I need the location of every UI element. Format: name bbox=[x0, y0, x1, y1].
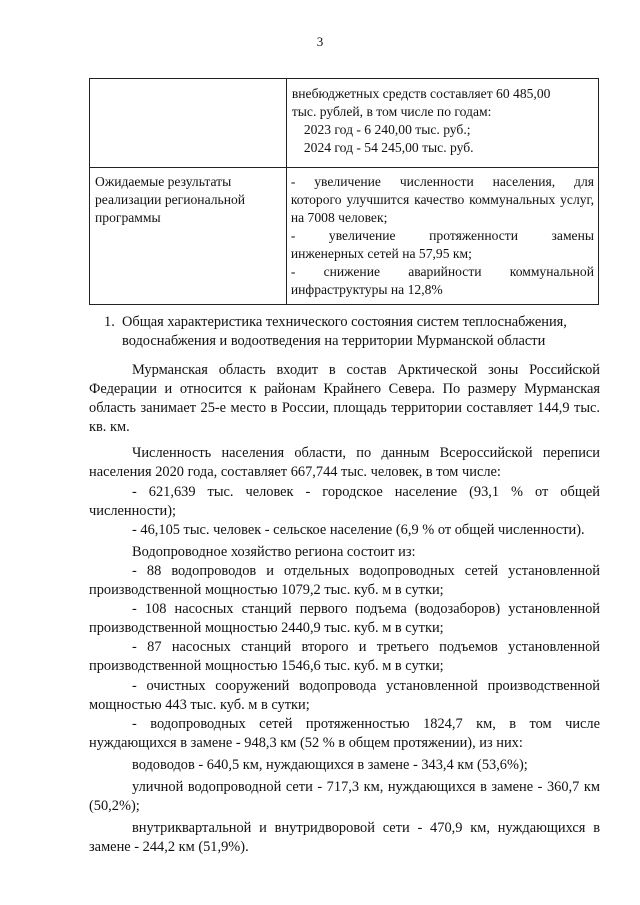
body-text bbox=[89, 361, 600, 857]
section-heading bbox=[104, 313, 604, 351]
result-item-rest: которого улучшится качество коммунальных услуг, на 7008 человек; bbox=[290, 192, 594, 225]
section-number: 1. bbox=[104, 314, 115, 330]
section-title-line: водоснабжения и водоотведения на территории Мурманской области bbox=[122, 333, 546, 349]
expected-results-value bbox=[286, 168, 598, 305]
paragraph: водоводов - 640,5 км, нуждающихся в замене - 343,4 км (53,6%); bbox=[132, 756, 528, 773]
paragraph: Численность населения области, по данным Всероссийской переписи населения 2020 года, составляет 667,744 тыс. человек, в том числе: bbox=[89, 445, 600, 481]
paragraph: уличной водопроводной сети - 717,3 км, нуждающихся в замене - 360,7 км (50,2%); bbox=[89, 778, 600, 815]
paragraph: Мурманская область входит в состав Арктической зоны Российской Федерации и относится к районам Крайнего Севера. По размеру Мурманская область занимает 25-е место в России, площадь территории составляет 144,9 тыс. кв. км. bbox=[89, 362, 600, 436]
result-item-first-line: - увеличение численности населения, для bbox=[290, 174, 594, 189]
table-row bbox=[90, 79, 599, 168]
funding-year-2024: 2024 год - 54 245,00 тыс. руб. bbox=[303, 140, 474, 155]
result-item-first-line: - снижение аварийности коммунальной bbox=[290, 264, 594, 279]
paragraph: внутриквартальной и внутридворовой сети - 470,9 км, нуждающихся в замене - 244,2 км (51,9%). bbox=[89, 820, 600, 856]
paragraph: - 87 насосных станций второго и третьего подъемов установленной производственной мощностью 1546,6 тыс. куб. м в сутки; bbox=[89, 639, 600, 675]
paragraph: - водопроводных сетей протяженностью 1824,7 км, в том числе нуждающихся в замене - 948,3 км (52 % в общем протяжении), из них: bbox=[89, 715, 600, 751]
paragraph: - 621,639 тыс. человек - городское население (93,1 % от общей численности); bbox=[89, 483, 600, 519]
paragraph: - очистных сооружений водопровода установленной производственной мощностью 443 тыс. куб. м в сутки; bbox=[89, 677, 600, 713]
program-passport-table bbox=[89, 78, 599, 305]
result-item-rest: инфраструктуры на 12,8% bbox=[290, 282, 443, 297]
table-value-cell bbox=[286, 79, 598, 168]
funding-line: тыс. рублей, в том числе по годам: bbox=[291, 104, 492, 119]
funding-line: внебюджетных средств составляет 60 485,00 bbox=[291, 86, 551, 101]
result-item-first-line: - увеличение протяженности замены bbox=[290, 228, 594, 243]
section-title-line: Общая характеристика технического состояния систем теплоснабжения, bbox=[122, 314, 567, 330]
paragraph: - 108 насосных станций первого подъема (водозаборов) установленной производственной мощностью 2440,9 тыс. куб. м в сутки; bbox=[89, 601, 600, 637]
funding-year-2023: 2023 год - 6 240,00 тыс. руб.; bbox=[303, 122, 471, 137]
table-row bbox=[90, 168, 599, 305]
expected-results-label: Ожидаемые результаты реализации региональной программы bbox=[90, 168, 287, 305]
table-label-cell bbox=[90, 79, 287, 168]
result-item-rest: инженерных сетей на 57,95 км; bbox=[290, 246, 472, 261]
page-number: 3 bbox=[316, 34, 324, 49]
paragraph: - 46,105 тыс. человек - сельское население (6,9 % от общей численности). bbox=[132, 521, 585, 538]
paragraph: Водопроводное хозяйство региона состоит из: bbox=[132, 543, 416, 560]
paragraph: - 88 водопроводов и отдельных водопроводных сетей установленной производственной мощностью 1079,2 тыс. куб. м в сутки; bbox=[89, 562, 600, 599]
